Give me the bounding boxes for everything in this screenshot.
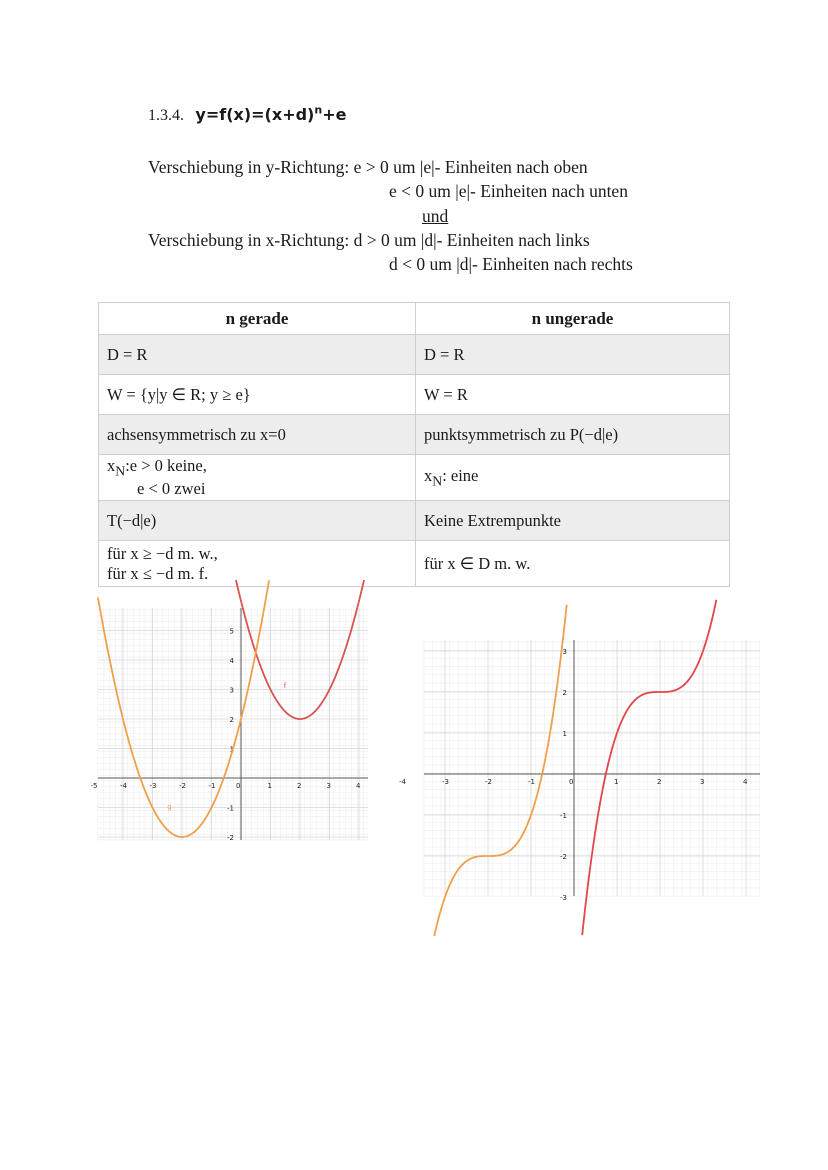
y-shift-line-1 bbox=[148, 157, 588, 178]
x-tick-label: 1 bbox=[267, 782, 272, 790]
x-tick-label: -1 bbox=[528, 778, 535, 786]
zeros-line2: e < 0 zwei bbox=[137, 479, 206, 499]
zeros-odd-text: : eine bbox=[442, 465, 479, 485]
y-shift-label: Verschiebung in y-Richtung: bbox=[148, 157, 350, 177]
x-tick-label: 0 bbox=[236, 782, 241, 790]
x-tick-label: 2 bbox=[657, 778, 662, 786]
x-shift-left: d > 0 um |d|- Einheiten nach links bbox=[353, 230, 590, 250]
zeros-odd-x: x bbox=[424, 465, 433, 485]
zeros-line1: :e > 0 keine, bbox=[125, 455, 207, 475]
x-shift-label: Verschiebung in x-Richtung: bbox=[148, 230, 350, 250]
table-row bbox=[99, 335, 730, 375]
y-tick-label: 4 bbox=[229, 657, 234, 665]
header-n-odd: n ungerade bbox=[416, 303, 730, 335]
series-g-label: g bbox=[167, 802, 172, 811]
zeros-x: x bbox=[107, 455, 116, 475]
cubic-chart bbox=[399, 640, 760, 902]
zeros-odd-sub: N bbox=[432, 473, 443, 489]
table-row bbox=[99, 501, 730, 541]
parabola-chart bbox=[90, 608, 368, 842]
y-shift-line-2 bbox=[389, 181, 628, 202]
x-tick-label: -2 bbox=[179, 782, 186, 790]
monotony-line2: für x ≤ −d m. f. bbox=[107, 563, 209, 583]
cell-odd-symmetry: punktsymmetrisch zu P(−d|e) bbox=[416, 415, 730, 455]
x-shift-right: d < 0 um |d|- Einheiten nach rechts bbox=[389, 254, 633, 274]
table-row bbox=[99, 375, 730, 415]
x-tick-label: 4 bbox=[743, 778, 748, 786]
table-header-row bbox=[99, 303, 730, 335]
x-tick-label: -1 bbox=[208, 782, 216, 790]
formula-main: y=f(x)=(x+d) bbox=[195, 105, 315, 125]
x-shift-line-2 bbox=[389, 254, 633, 275]
header-n-even: n gerade bbox=[99, 303, 416, 335]
x-shift-line-1 bbox=[148, 230, 590, 251]
table-row bbox=[99, 455, 730, 501]
x-tick-label: -4 bbox=[120, 782, 127, 790]
cell-odd-range: W = R bbox=[416, 375, 730, 415]
x-tick-label: 4 bbox=[356, 782, 361, 790]
x-tick-label: 3 bbox=[700, 778, 705, 786]
y-shift-down: e < 0 um |e|- Einheiten nach unten bbox=[389, 181, 628, 201]
cell-even-extrema: T(−d|e) bbox=[99, 501, 416, 541]
monotony-line1: für x ≥ −d m. w., bbox=[107, 543, 218, 563]
x-tick-label: 2 bbox=[297, 782, 302, 790]
y-tick-label: 5 bbox=[229, 627, 234, 636]
formula-exponent: n bbox=[314, 104, 323, 117]
section-heading bbox=[148, 104, 346, 125]
y-tick-label: 2 bbox=[229, 716, 234, 724]
cell-even-monotony bbox=[99, 541, 416, 587]
y-tick-label: -3 bbox=[560, 894, 567, 902]
section-formula bbox=[195, 105, 346, 124]
cell-even-domain: D = R bbox=[99, 335, 416, 375]
y-tick-label: -2 bbox=[560, 853, 567, 861]
x-tick-label: 3 bbox=[326, 782, 331, 790]
series-f-label: f bbox=[283, 682, 287, 691]
x-tick-label: -4 bbox=[399, 778, 406, 786]
x-tick-label: -5 bbox=[90, 782, 98, 790]
cell-odd-monotony: für x ∈ D m. w. bbox=[416, 541, 730, 587]
cell-odd-domain: D = R bbox=[416, 335, 730, 375]
cell-even-zeros bbox=[99, 455, 416, 501]
formula-tail: +e bbox=[322, 105, 347, 125]
y-tick-label: -1 bbox=[560, 812, 567, 820]
table-row bbox=[99, 541, 730, 587]
section-number: 1.3.4. bbox=[148, 107, 184, 125]
cell-even-range: W = {y|y ∈ R; y ≥ e} bbox=[99, 375, 416, 415]
x-tick-label: 1 bbox=[614, 778, 619, 786]
zeros-sub: N bbox=[115, 463, 126, 479]
y-tick-label: 2 bbox=[562, 689, 567, 697]
cell-even-symmetry: achsensymmetrisch zu x=0 bbox=[99, 415, 416, 455]
y-tick-label: 1 bbox=[562, 730, 567, 738]
x-tick-label: -3 bbox=[442, 778, 449, 786]
x-tick-label: 0 bbox=[569, 778, 574, 786]
y-tick-label: -2 bbox=[227, 834, 234, 842]
table-row bbox=[99, 415, 730, 455]
y-shift-up: e > 0 um |e|- Einheiten nach oben bbox=[353, 157, 588, 177]
y-tick-label: -1 bbox=[227, 804, 234, 813]
x-tick-label: -3 bbox=[149, 782, 157, 790]
properties-table bbox=[98, 302, 730, 587]
cell-odd-zeros bbox=[416, 455, 730, 501]
y-tick-label: 3 bbox=[229, 686, 234, 695]
x-tick-label: -2 bbox=[485, 778, 492, 786]
und-label: und bbox=[422, 206, 449, 226]
y-tick-label: 3 bbox=[562, 648, 567, 656]
cell-odd-extrema: Keine Extrempunkte bbox=[416, 501, 730, 541]
y-tick-label: 1 bbox=[229, 745, 234, 754]
